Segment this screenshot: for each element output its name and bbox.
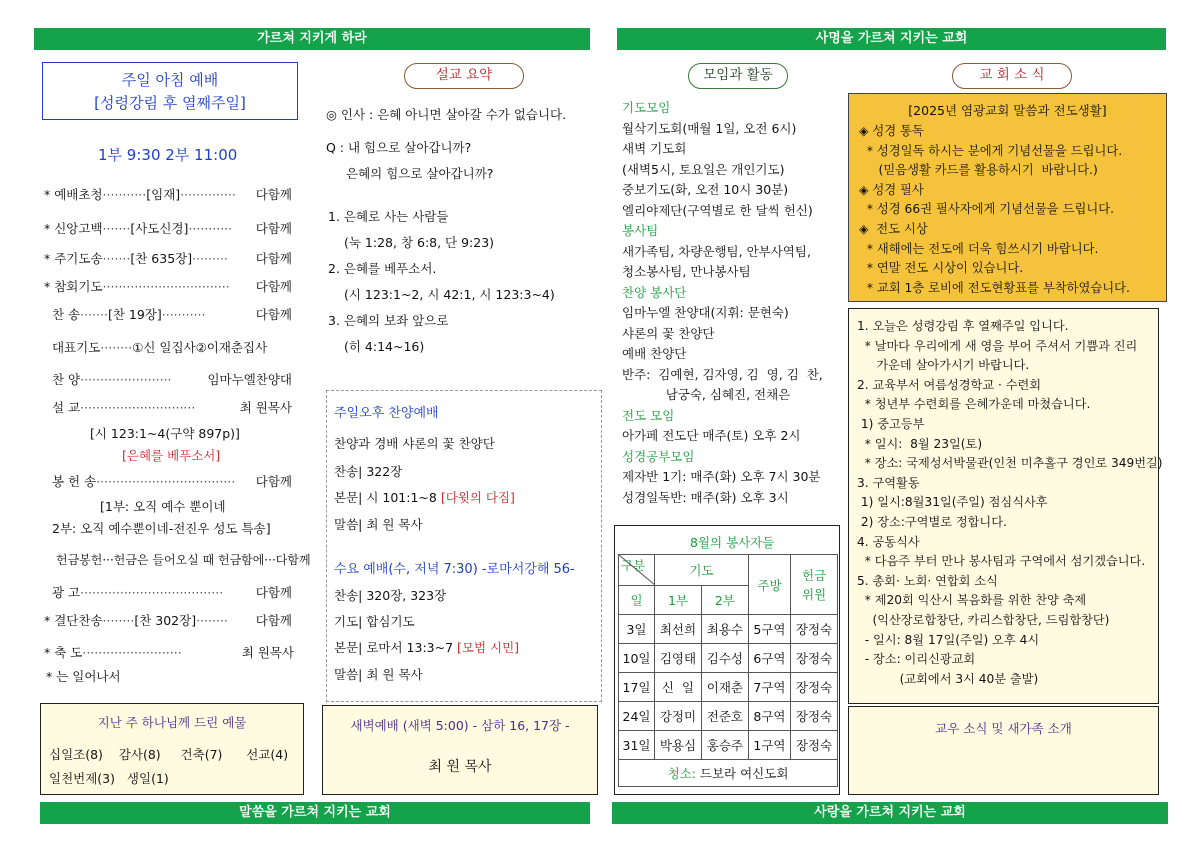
table-cell: 김수성: [701, 644, 748, 673]
news-box: [848, 308, 1163, 704]
benediction-row: * 축 도························· 최 원목사: [44, 645, 294, 660]
activity-heading: 성경공부모임: [622, 448, 695, 464]
yellow-notice-line: ◈ 성경 통독: [859, 124, 924, 138]
activity-line: 아가페 전도단 매주(토) 오후 2시: [622, 428, 801, 443]
sermon-point-3: 3. 은혜의 보좌 앞으로: [328, 313, 449, 328]
activity-line: 중보기도(화, 오전 10시 30분): [622, 182, 789, 197]
news-line: 1. 오늘은 성령강림 후 열째주일 입니다.: [857, 319, 1069, 333]
cleaning-row: 청소: 드보라 여신도회: [619, 760, 838, 787]
servers-title: 8월의 봉사자들: [690, 535, 775, 550]
offering-box-line1: 십일조(8) 감사(8) 건축(7) 선교(4): [49, 747, 289, 762]
sermon-question-2: 은혜의 힘으로 살아갑니까?: [346, 166, 494, 181]
afternoon-line-3: 본문| 시 101:1~8 [다윗의 다짐]: [334, 490, 515, 505]
wednesday-line-1: 찬송| 320장, 323장: [334, 588, 447, 603]
activity-line: (새벽5시, 토요일은 개인기도): [622, 161, 785, 177]
offering-box-title: 지난 주 하나님께 드린 예물: [97, 715, 247, 730]
wednesday-line-2: 기도| 합심기도: [334, 614, 415, 629]
wednesday-title: 수요 예배(수, 저녁 7:30) -로마서강해 56-: [334, 562, 575, 577]
servers-header-division: 구분: [619, 555, 655, 586]
news-line: 5. 총회· 노회· 연합회 소식: [857, 573, 998, 588]
sermon-point-2-ref: (시 123:1~2, 시 42:1, 시 123:3~4): [344, 287, 555, 302]
servers-header-2nd: 2부: [701, 586, 748, 615]
worship-title: 주일 아침 예배: [121, 71, 219, 89]
bottom-right-banner: 사랑을 가르쳐 지키는 교회: [612, 802, 1168, 824]
yellow-notice-title: [2025년 염광교회 말씀과 전도생활]: [908, 103, 1107, 118]
table-cell: 8구역: [748, 702, 790, 731]
news-line: 2) 장소:구역별로 정합니다.: [857, 514, 1007, 529]
sermon-question-1: Q : 내 힘으로 살아갑니까?: [326, 140, 472, 155]
news-line: 4. 공동식사: [857, 534, 920, 549]
yellow-notice-line: * 새해에는 전도에 더욱 힘쓰시기 바랍니다.: [859, 241, 1099, 256]
news-line: * 장소: 국제성서박물관(인천 미추홀구 경인로 349번길): [857, 456, 1163, 471]
table-cell: 김영태: [655, 644, 702, 673]
table-row: [619, 673, 838, 702]
top-right-banner: 사명을 가르쳐 지키는 교회: [617, 28, 1166, 50]
servers-header-kitchen: 주방: [748, 555, 790, 615]
order-item: * 예배초청···········[임재]·············· 다함께: [44, 187, 292, 202]
servers-header-day: 일: [619, 586, 655, 615]
activity-line: 월삭기도회(매월 1일, 오전 6시): [622, 120, 797, 136]
table-cell: 7구역: [748, 673, 790, 702]
table-cell: 5구역: [748, 615, 790, 644]
order-item: 대표기도········①신 일집사②이재춘집사: [52, 340, 268, 355]
table-cell: 6구역: [748, 644, 790, 673]
news-line: * 일시: 8월 23일(토): [857, 436, 983, 451]
wednesday-line-4: 말씀| 최 원 목사: [334, 667, 423, 682]
yellow-notice-line: (믿음생활 카드를 활용하시기 바랍니다.): [859, 163, 1098, 178]
order-item: * 참회기도································ 다함께: [44, 279, 292, 294]
afternoon-line-4: 말씀| 최 원 목사: [334, 517, 423, 532]
activity-line: 예배 찬양단: [622, 346, 687, 361]
table-cell: 17일: [619, 673, 655, 702]
activity-line: 샤론의 꽃 찬양단: [622, 325, 715, 341]
activity-line: 반주: 김예현, 김자영, 김 영, 김 찬,: [622, 366, 823, 382]
sermon-point-3-ref: (히 4:14~16): [344, 339, 425, 354]
worship-title-box: [42, 62, 298, 120]
member-news-title: 교우 소식 및 새가족 소개: [935, 721, 1072, 736]
offering-song-label: 봉 헌 송: [52, 474, 97, 489]
news-line: 1) 일시:8월31일(주일) 점심식사후: [857, 495, 1048, 510]
yellow-notice-line: * 교회 1층 로비에 전도현황표를 부착하였습니다.: [859, 280, 1130, 295]
yellow-notice-lines: [859, 122, 1166, 298]
activity-heading: 기도모임: [622, 100, 671, 115]
member-news-box: [848, 706, 1159, 795]
activity-heading: 전도 모임: [622, 407, 675, 423]
table-row: [619, 702, 838, 731]
table-cell: 장정숙: [791, 702, 838, 731]
news-lines: [857, 317, 1163, 689]
announcement-row: 광 고···································· 다함께: [52, 585, 292, 600]
news-line: - 장소: 이리신광교회: [857, 652, 976, 667]
dawn-title: 새벽예배 (새벽 5:00) - 삼하 16, 17장 -: [350, 718, 570, 733]
activity-line: 제자반 1기: 매주(화) 오후 7시 30분: [622, 469, 821, 484]
activity-line: 새벽 기도회: [622, 141, 687, 156]
offering-box-line2: 일천번제(3) 생일(1): [49, 771, 169, 786]
yellow-notice-line: * 연말 전도 시상이 있습니다.: [859, 261, 1024, 276]
activity-line: 엘리야제단(구역별로 한 달씩 헌신): [622, 202, 813, 218]
table-row: [619, 731, 838, 760]
sermon-reference: [시 123:1~4(구약 897p)]: [90, 426, 240, 441]
news-line: (익산장로합창단, 카리스합창단, 드림합창단): [857, 612, 1110, 627]
activity-line: 청소봉사팀, 만나봉사팀: [622, 264, 751, 279]
dawn-preacher: 최 원 목사: [428, 759, 492, 775]
order-item: 설 교····························· 최 원목사: [52, 400, 292, 415]
afternoon-line-2: 찬송| 322장: [334, 464, 403, 479]
table-cell: 최선희: [655, 615, 702, 644]
offering-box: [40, 703, 304, 795]
yellow-notice-box: [848, 93, 1167, 302]
table-cell: 강정미: [655, 702, 702, 731]
offering-detail-1: [1부: 오직 예수 뿐이네: [100, 499, 226, 514]
sermon-title: [은혜를 베푸소서]: [122, 448, 221, 463]
yellow-notice-line: ◈ 전도 시상: [859, 221, 928, 236]
table-cell: 1구역: [748, 731, 790, 760]
yellow-notice-line: * 성경 66권 필사자에게 기념선물을 드립니다.: [859, 202, 1115, 217]
order-item: 찬 송·······[찬 19장]··········· 다함께: [52, 307, 292, 322]
sermon-greeting: ◎ 인사 : 은혜 아니면 살아갈 수가 없습니다.: [326, 107, 567, 122]
news-line: * 제20회 익산시 복음화를 위한 찬양 축제: [857, 593, 1087, 608]
dawn-worship-box: [322, 705, 598, 795]
table-cell: 신 일: [655, 673, 702, 702]
sermon-point-1: 1. 은혜로 사는 사람들: [328, 209, 449, 224]
servers-header-1st: 1부: [655, 586, 702, 615]
news-line: * 청년부 수련회를 은혜가운데 마쳤습니다.: [857, 397, 1091, 412]
yellow-notice-line: ◈ 성경 필사: [859, 182, 924, 197]
table-cell: 31일: [619, 731, 655, 760]
wednesday-line-3: 본문| 로마서 13:3~7 [모범 시민]: [334, 640, 520, 655]
table-cell: 장정숙: [791, 731, 838, 760]
activity-heading: 찬양 봉사단: [622, 284, 687, 300]
news-line: 2. 교육부서 여름성경학교 · 수련회: [857, 377, 1042, 392]
table-cell: 장정숙: [791, 615, 838, 644]
table-row: [619, 615, 838, 644]
worship-subtitle: [성령강림 후 열째주일]: [94, 94, 246, 112]
bottom-left-banner: 말씀을 가르쳐 지키는 교회: [40, 802, 590, 824]
news-line: 3. 구역활동: [857, 475, 920, 490]
church-news-pill: 교 회 소 식: [952, 63, 1072, 89]
activity-line: 임마누엘 찬양대(지휘: 문현숙): [622, 305, 789, 320]
order-item: * 신앙고백·······[사도신경]··········· 다함께: [44, 221, 292, 236]
table-cell: 3일: [619, 615, 655, 644]
closing-hymn-row: * 결단찬송········[찬 302장]········ 다함께: [44, 613, 292, 628]
activity-line: 남궁숙, 심혜진, 전채은: [622, 387, 791, 402]
news-line: * 날마다 우리에게 새 영을 부어 주셔서 기쁨과 진리: [857, 338, 1138, 353]
sermon-point-1-ref: (눅 1:28, 창 6:8, 단 9:23): [344, 235, 495, 250]
afternoon-title: 주일오후 찬양예배: [334, 406, 439, 421]
activities-pill: 모임과 활동: [688, 63, 788, 89]
table-cell: 홍승주: [701, 731, 748, 760]
table-cell: 이재춘: [701, 673, 748, 702]
activity-line: 새가족팀, 차량운행팀, 안부사역팀,: [622, 243, 811, 259]
news-line: 가운데 살아가시기 바랍니다.: [857, 358, 1030, 373]
sermon-summary-pill: 설교 요약: [404, 63, 524, 89]
yellow-notice-line: * 성경일독 하시는 분에게 기념선물을 드립니다.: [859, 143, 1123, 158]
news-line: 1) 중고등부: [857, 416, 925, 431]
activity-heading: 봉사팀: [622, 223, 659, 238]
sermon-point-2: 2. 은혜를 베푸소서.: [328, 261, 437, 276]
table-cell: 24일: [619, 702, 655, 731]
news-line: * 다음주 부터 만나 봉사팀과 구역에서 섬기겠습니다.: [857, 554, 1146, 569]
table-cell: 최용수: [701, 615, 748, 644]
news-line: (교회에서 3시 40분 출발): [857, 671, 1039, 686]
activity-line: 성경일독반: 매주(화) 오후 3시: [622, 489, 789, 505]
offering-detail-2: 2부: 오직 예수뿐이네-전진우 성도 특송]: [52, 521, 271, 536]
servers-header-prayer: 기도: [655, 555, 749, 586]
service-times: 1부 9:30 2부 11:00: [98, 146, 238, 164]
order-item: * 주기도송·······[찬 635장]········· 다함께: [44, 251, 292, 266]
offering-row: 헌금봉헌···헌금은 들어오실 때 헌금함에···다함께: [56, 553, 311, 567]
table-row: [619, 644, 838, 673]
table-cell: 10일: [619, 644, 655, 673]
offering-song-row: 봉 헌 송··································· 다함께: [52, 474, 292, 489]
table-cell: 박용심: [655, 731, 702, 760]
stand-note: * 는 일어나서: [46, 669, 121, 684]
news-line: - 일시: 8월 17일(주일) 오후 4시: [857, 632, 1040, 647]
order-item: 찬 양······················· 임마누엘찬양대: [52, 372, 292, 387]
servers-header-offering: 헌금 위원: [791, 555, 838, 615]
table-cell: 장정숙: [791, 673, 838, 702]
top-left-banner: 가르쳐 지키게 하라: [34, 28, 590, 50]
servers-table: [618, 554, 838, 787]
table-cell: 전준호: [701, 702, 748, 731]
table-cell: 장정숙: [791, 644, 838, 673]
afternoon-line-1: 찬양과 경배 샤론의 꽃 찬양단: [334, 436, 495, 451]
